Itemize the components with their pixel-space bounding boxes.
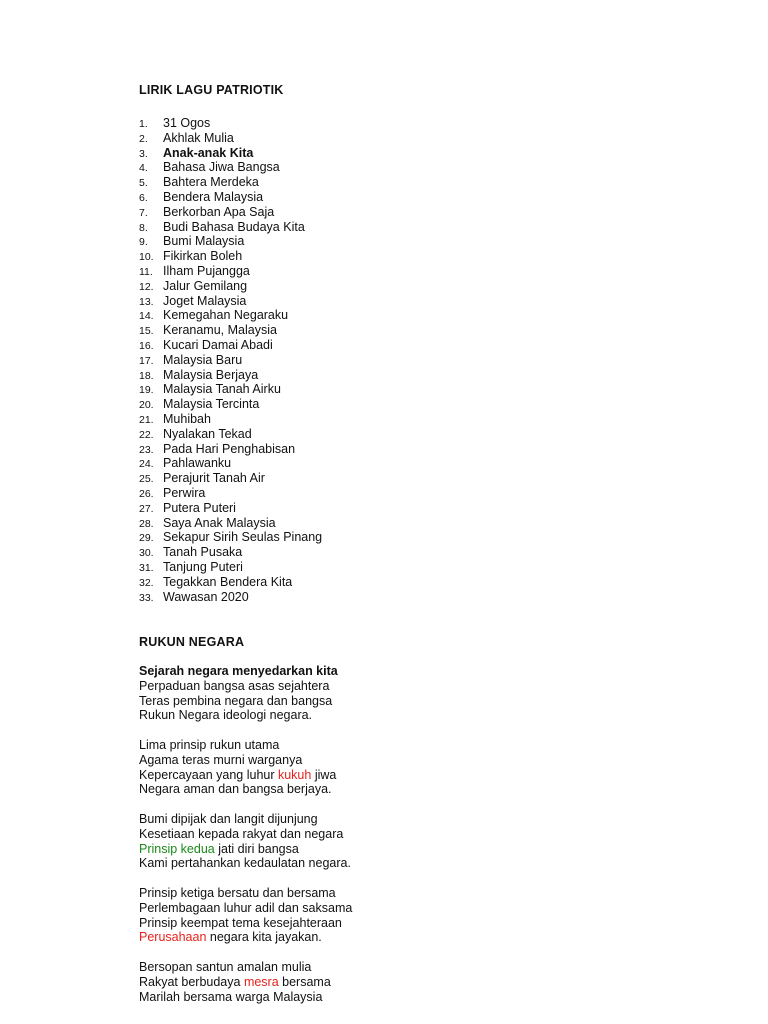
song-number: 32. [139,576,154,589]
lyric-line: Bersopan santun amalan mulia [139,959,312,974]
song-title: Bumi Malaysia [163,234,245,249]
lyric-text: jati diri bangsa [214,841,299,856]
song-title: Malaysia Berjaya [163,367,259,382]
song-number: 30. [139,547,154,560]
song-list-item [139,382,322,397]
song-number: 3. [139,147,148,160]
song-title: Saya Anak Malaysia [163,515,276,530]
song-list-item [139,456,322,471]
song-title: Malaysia Tercinta [163,397,260,412]
lyric-line [139,842,352,857]
song-title: Muhibah [163,411,211,426]
song-number: 13. [139,295,154,308]
song-number: 27. [139,502,154,515]
song-title: Putera Puteri [163,500,236,515]
song-title: Pahlawanku [163,456,232,471]
song-list-item [139,501,322,516]
lyrics-heading: RUKUN NEGARA [139,635,245,649]
lyric-line: Agama teras murni warganya [139,752,303,767]
stanza-gap [139,797,352,812]
lyric-text: Rakyat berbudaya [139,974,244,989]
lyric-line: Perpaduan bangsa asas sejahtera [139,678,330,693]
lyric-line: Bumi dipijak dan langit dijunjung [139,811,318,826]
lyric-line: Rukun Negara ideologi negara. [139,708,313,723]
song-list-item [139,397,322,412]
song-list-item [139,294,322,309]
highlighted-word: Prinsip kedua [139,841,215,856]
song-number: 5. [139,177,148,190]
lyric-line: Kami pertahankan kedaulatan negara. [139,856,351,871]
song-number: 24. [139,458,154,471]
song-list-item [139,427,322,442]
song-list-item [139,412,322,427]
lyric-line: Perlembagaan luhur adil dan saksama [139,900,353,915]
song-list-item [139,560,322,575]
song-title: Pada Hari Penghabisan [163,441,296,456]
song-title: Bendera Malaysia [163,189,264,204]
song-list-item [139,131,322,146]
song-number: 28. [139,517,154,530]
song-list-item [139,249,322,264]
song-list-item [139,220,322,235]
stanza-gap [139,871,352,886]
stanza-gap [139,945,352,960]
lyric-line: Marilah bersama warga Malaysia [139,989,323,1004]
song-title: Ilham Pujangga [163,263,250,278]
lyric-text: jiwa [311,767,337,782]
highlighted-word: mesra [243,974,279,989]
song-number: 19. [139,384,154,397]
song-number: 17. [139,354,154,367]
song-list-item [139,590,322,605]
song-list-item [139,486,322,501]
song-list-item [139,368,322,383]
song-title: Kucari Damai Abadi [163,337,273,352]
song-number: 10. [139,251,154,264]
lyrics-body [139,664,352,1004]
song-title: Sekapur Sirih Seulas Pinang [163,530,323,545]
song-number: 7. [139,206,148,219]
song-list-item [139,338,322,353]
song-title: Kemegahan Negaraku [163,308,289,323]
song-title: Perajurit Tanah Air [163,471,265,486]
song-title: Bahasa Jiwa Bangsa [163,160,280,175]
song-title: Bahtera Merdeka [163,175,259,190]
song-title: Joget Malaysia [163,293,247,308]
highlighted-word: Perusahaan [139,930,207,945]
song-title: Tegakkan Bendera Kita [163,574,293,589]
song-list-item [139,146,322,161]
song-title: Anak-anak Kita [163,145,254,160]
song-list-item [139,190,322,205]
song-list-item [139,264,322,279]
song-list-item [139,323,322,338]
song-list-item [139,279,322,294]
song-number: 29. [139,532,154,545]
song-title: Tanjung Puteri [163,559,243,574]
lyric-line: Prinsip keempat tema kesejahteraan [139,915,342,930]
song-list-item [139,353,322,368]
song-number: 11. [139,265,153,278]
song-number: 6. [139,191,148,204]
lyric-line: Teras pembina negara dan bangsa [139,693,333,708]
song-number: 18. [139,369,154,382]
song-title: Wawasan 2020 [163,589,249,604]
lyric-line: Sejarah negara menyedarkan kita [139,664,338,678]
song-number: 25. [139,473,154,486]
song-number: 23. [139,443,154,456]
song-title: Berkorban Apa Saja [163,204,275,219]
song-number: 20. [139,399,154,412]
song-number: 8. [139,221,148,234]
song-title: Nyalakan Tekad [163,426,252,441]
song-title: Budi Bahasa Budaya Kita [163,219,305,234]
song-title: Tanah Pusaka [163,545,243,560]
song-title: Keranamu, Malaysia [163,323,277,338]
song-title: Fikirkan Boleh [163,249,243,264]
song-list-item [139,516,322,531]
lyric-text: bersama [278,974,331,989]
song-list-item [139,575,322,590]
song-number: 12. [139,280,154,293]
song-number: 31. [139,561,154,574]
song-list-item [139,545,322,560]
song-list [139,116,322,604]
song-number: 22. [139,428,154,441]
song-number: 15. [139,325,154,338]
lyric-line [139,930,352,945]
song-number: 26. [139,487,154,500]
lyric-line: Lima prinsip rukun utama [139,737,280,752]
song-list-item [139,234,322,249]
lyric-text: Kepercayaan yang luhur [139,767,278,782]
song-number: 2. [139,132,148,145]
song-list-item [139,116,322,131]
song-title: Akhlak Mulia [163,130,234,145]
song-title: Malaysia Baru [163,352,243,367]
song-list-item [139,442,322,457]
stanza-gap [139,723,352,738]
lyric-line: Prinsip ketiga bersatu dan bersama [139,885,336,900]
song-number: 33. [139,591,154,604]
lyric-line: Kesetiaan kepada rakyat dan negara [139,826,344,841]
song-number: 14. [139,310,154,323]
song-title: Malaysia Tanah Airku [163,382,281,397]
lyric-line [139,975,352,990]
lyric-line: Negara aman dan bangsa berjaya. [139,782,332,797]
song-number: 1. [139,118,148,130]
song-title: Perwira [163,485,206,500]
song-list-item [139,530,322,545]
song-list-item [139,160,322,175]
song-number: 21. [139,413,154,426]
song-number: 16. [139,339,154,352]
song-list-item [139,175,322,190]
song-list-item [139,471,322,486]
highlighted-word: kukuh [277,767,312,782]
lyric-line [139,768,352,783]
song-number: 9. [139,236,148,249]
song-list-heading: LIRIK LAGU PATRIOTIK [139,83,284,97]
song-title: 31 Ogos [163,116,211,130]
song-list-item [139,308,322,323]
song-number: 4. [139,162,148,175]
song-list-item [139,205,322,220]
song-title: Jalur Gemilang [163,278,248,293]
lyric-text: negara kita jayakan. [206,930,322,945]
